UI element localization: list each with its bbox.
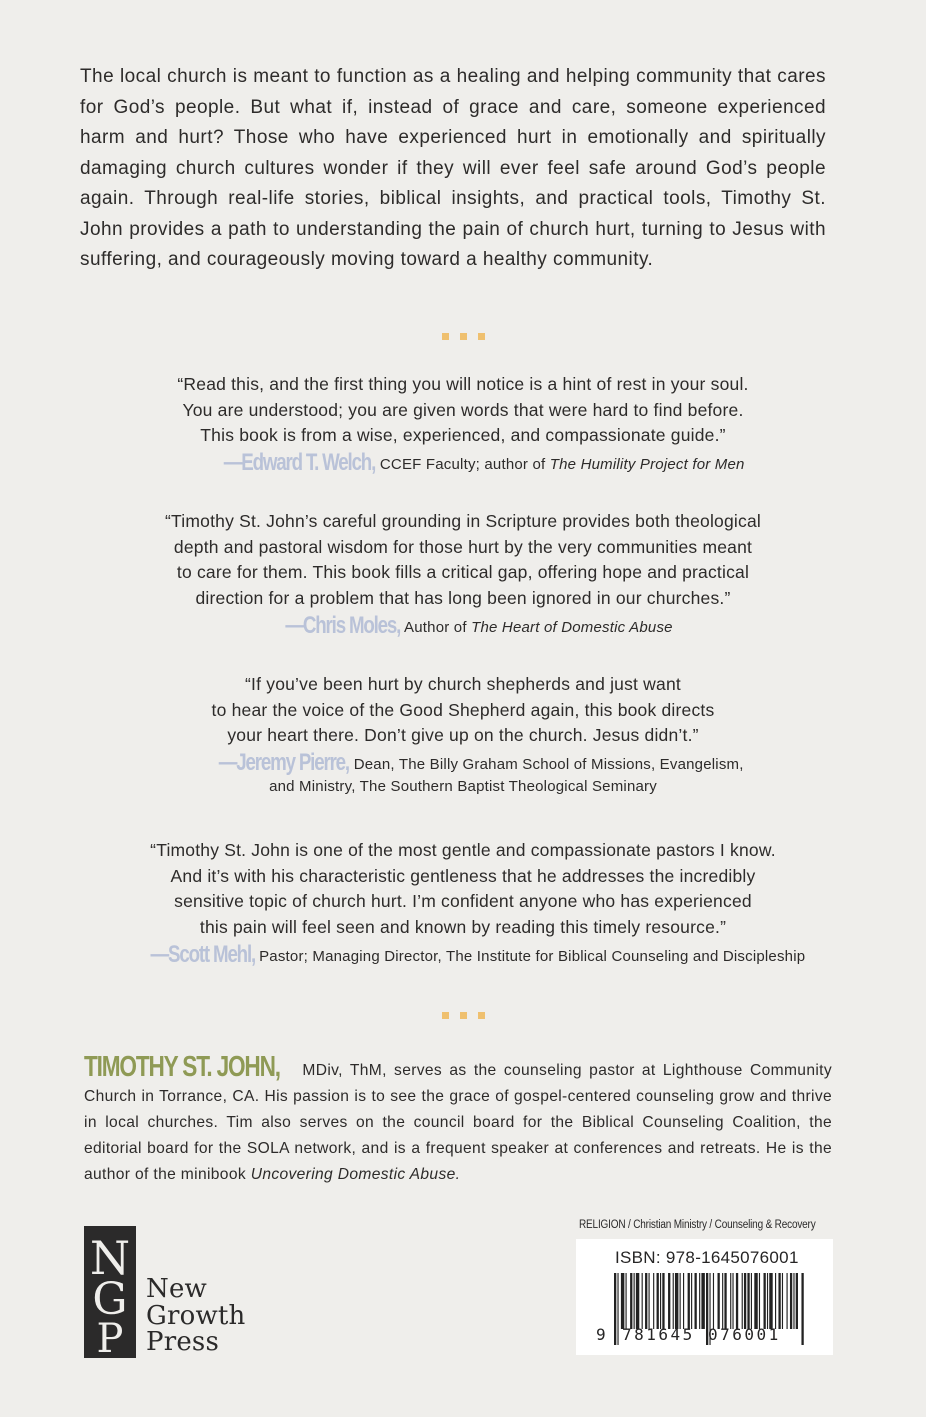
- endorser-name: —Jeremy Pierre,: [219, 749, 350, 777]
- author-bio: [84, 1051, 832, 1188]
- barcode-bar: [673, 1273, 674, 1329]
- divider-dot: [442, 1012, 449, 1019]
- barcode-bar: [617, 1273, 618, 1345]
- quote-line: your heart there. Don’t give up on the church. Jesus didn’t.”: [227, 725, 699, 746]
- quote-line: And it’s with his characteristic gentleness that he addresses the incredibly: [170, 865, 756, 886]
- barcode-bar: [695, 1273, 697, 1329]
- svg-text:G: G: [92, 1274, 128, 1325]
- barcode-bar: [688, 1273, 690, 1329]
- barcode-bar: [683, 1273, 684, 1329]
- endorser-name: —Scott Mehl,: [150, 940, 255, 968]
- endorser-role: CCEF Faculty; author of: [379, 456, 546, 474]
- barcode-bar: [796, 1273, 798, 1329]
- barcode-bar: [751, 1273, 752, 1329]
- endorsement-attribution: [40, 940, 886, 968]
- section-divider: [0, 1012, 926, 1020]
- author-bio-book: Uncovering Domestic Abuse.: [250, 1166, 461, 1183]
- barcode-bar: [634, 1273, 635, 1329]
- endorsement: [40, 672, 886, 798]
- endorsement: [40, 509, 886, 639]
- barcode-bar: [642, 1273, 643, 1329]
- divider-dot: [460, 333, 467, 340]
- endorsement-attribution: [40, 451, 886, 476]
- author-bio-text: MDiv, ThM, serves as the counseling pastor at Lighthouse Community Church in Torrance, CA. His passion is to see the grace of gospel-centered counseling grow and thrive in local churches. Tim also serves on the council board for the Biblical Counseling Coalition, the editorial board for the SOLA network, and is a frequent speaker at conferences and retreats. He is the author of the minibook: [84, 1062, 832, 1183]
- barcode-bar: [759, 1273, 760, 1329]
- quote-line: to hear the voice of the Good Shepherd again, this book directs: [211, 699, 715, 720]
- isbn-label: ISBN: 978-1645076001: [615, 1248, 799, 1267]
- barcode-bar: [754, 1273, 757, 1329]
- section-divider: [0, 333, 926, 341]
- endorser-role: Author of: [404, 618, 467, 636]
- publisher-logo: [84, 1226, 284, 1366]
- barcode-bar: [621, 1273, 624, 1329]
- quote-line: direction for a problem that has long been ignored in our churches.”: [195, 588, 731, 609]
- endorser-name: —Chris Moles,: [285, 611, 401, 639]
- quote-line: You are understood; you are given words that were hard to find before.: [182, 399, 744, 420]
- publisher-name-line: Growth: [146, 1300, 246, 1331]
- barcode-bar: [775, 1273, 776, 1329]
- svg-text:N: N: [89, 1231, 131, 1285]
- barcode-bar: [724, 1273, 726, 1329]
- barcode-bar: [764, 1273, 766, 1329]
- barcode-bar: [675, 1273, 678, 1329]
- quote-line: This book is from a wise, experienced, and compassionate guide.”: [200, 425, 726, 446]
- barcode-bar: [649, 1273, 650, 1329]
- author-name: TIMOTHY ST. JOHN,: [84, 1051, 280, 1083]
- barcode-bar: [680, 1273, 681, 1329]
- endorser-book: The Heart of Domestic Abuse: [471, 618, 673, 636]
- barcode-bar: [732, 1273, 733, 1329]
- divider-dot: [478, 333, 485, 340]
- publisher-name-line: Press: [146, 1327, 219, 1357]
- barcode-bar: [744, 1273, 746, 1329]
- publisher-name-line: New: [146, 1274, 207, 1304]
- endorser-role-continued: and Ministry, The Southern Baptist Theological Seminary: [269, 778, 657, 796]
- quote-line: depth and pastoral wisdom for those hurt by the very communities meant: [173, 536, 753, 557]
- divider-dot: [442, 333, 449, 340]
- bisac-category: RELIGION / Christian Ministry / Counseling & Recovery: [579, 1219, 816, 1231]
- quote-line: “Read this, and the first thing you will notice is a hint of rest in your soul.: [177, 374, 749, 394]
- barcode-bar: [660, 1273, 661, 1329]
- quote-line: “Timothy St. John is one of the most gentle and compassionate pastors I know.: [150, 840, 776, 860]
- quote-line: “If you’ve been hurt by church shepherds and just want: [245, 674, 681, 694]
- divider-dot: [460, 1012, 467, 1019]
- barcode-bar: [630, 1273, 632, 1329]
- barcode-panel: [576, 1239, 833, 1355]
- barcode-bar: [636, 1273, 639, 1329]
- barcode-bar: [747, 1273, 749, 1329]
- quote-line: this pain will feel seen and known by reading this timely resource.”: [199, 917, 727, 938]
- svg-text:P: P: [96, 1316, 124, 1358]
- quote-line: “Timothy St. John’s careful grounding in Scripture provides both theological: [165, 511, 761, 531]
- barcode-bar: [782, 1273, 783, 1329]
- barcode-bar: [691, 1273, 692, 1329]
- barcode-bar: [778, 1273, 780, 1329]
- endorser-role: Pastor; Managing Director, The Institute for Biblical Counseling and Discipleship: [259, 947, 806, 965]
- barcode-bar: [730, 1273, 731, 1329]
- quote-line: sensitive topic of church hurt. I’m confident anyone who has experienced: [174, 891, 752, 912]
- publisher-name: [146, 1276, 246, 1356]
- divider-dot: [478, 1012, 485, 1019]
- barcode-bar: [713, 1273, 714, 1329]
- barcode-icon: [576, 1239, 833, 1355]
- barcode-bar: [722, 1273, 723, 1329]
- endorsement-attribution: [40, 611, 886, 639]
- barcode-bar: [645, 1273, 647, 1329]
- endorsement: [40, 838, 886, 968]
- barcode-bar: [787, 1273, 788, 1329]
- barcode-bar: [801, 1273, 803, 1345]
- barcode-bar: [736, 1273, 738, 1329]
- barcode-first-digit: 9: [596, 1325, 609, 1344]
- barcode-bar: [668, 1273, 670, 1329]
- endorser-book: The Humility Project for Men: [549, 456, 745, 474]
- ngp-monogram-icon: [84, 1226, 136, 1358]
- endorser-name: —Edward T. Welch,: [224, 449, 376, 477]
- endorsement-attribution: [40, 751, 886, 798]
- barcode-bar: [657, 1273, 659, 1329]
- barcode-bar: [769, 1273, 772, 1329]
- barcode-left-digits: 781645: [622, 1325, 695, 1344]
- endorser-role: Dean, The Billy Graham School of Missions, Evangelism,: [353, 756, 744, 774]
- barcode-bar: [701, 1273, 704, 1329]
- barcode-bar: [718, 1273, 720, 1329]
- barcode-bar: [662, 1273, 664, 1329]
- barcode-bar: [767, 1273, 768, 1329]
- endorsement: [40, 372, 886, 476]
- barcode-bar: [742, 1273, 743, 1329]
- barcode-bar: [790, 1273, 792, 1329]
- quote-line: to care for them. This book fills a critical gap, offering hope and practical: [176, 562, 750, 583]
- barcode-bar: [793, 1273, 794, 1329]
- book-description: The local church is meant to function as a healing and helping community that cares for God’s people. But what if, instead of grace and care, someone experienced harm and hurt? Those who have experienced hurt in emotionally and spiritually damaging church cultures wonder if they will ever feel safe around God’s people again. Through real-life stories, biblical insights, and practical tools, Timothy St. John provides a path to understanding the pain of church hurt, turning to Jesus with suffering, and courageously moving toward a healthy community.: [80, 66, 826, 270]
- barcode-bar: [626, 1273, 627, 1329]
- barcode-right-digits: 076001: [708, 1325, 781, 1344]
- barcode-bar: [614, 1273, 616, 1345]
- barcode-bar: [653, 1273, 654, 1329]
- barcode-bar: [699, 1273, 700, 1329]
